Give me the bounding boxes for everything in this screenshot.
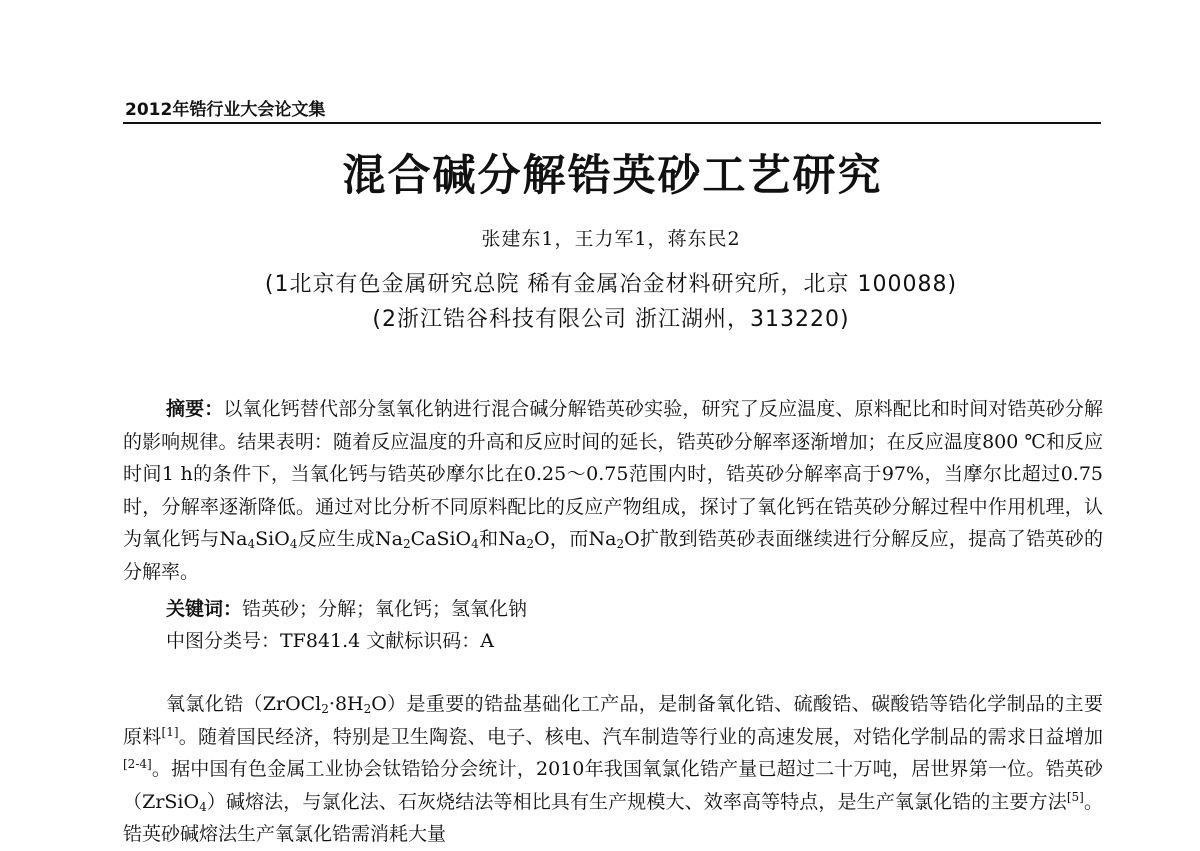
paper-title: 混合碱分解锆英砂工艺研究 — [342, 151, 883, 201]
classification-line: 中图分类号：TF841.4 文献标识码：A — [166, 630, 495, 652]
intro-text: 。据中国有色金属工业协会钛锆铪分会统计，2010年我国氧氯化锆产量已超过二十万吨，居世界第一位。锆英砂（ZrSiO — [123, 758, 1103, 813]
abstract-text: SiO — [255, 528, 290, 550]
subscript: 4 — [199, 799, 207, 814]
subscript: 4 — [289, 537, 298, 551]
citation-ref: [2-4] — [123, 757, 152, 771]
keywords — [166, 594, 527, 621]
abstract-text: 和Na — [478, 528, 527, 550]
subscript: 4 — [471, 537, 479, 551]
affiliation-1: (1北京有色金属研究总院 稀有金属冶金材料研究所，北京 100088) — [264, 272, 958, 297]
intro-text: O）是重要的锆盐基础化工产品，是制备氧化锆、硫酸锆、碳酸锆等锆化学制品的主要原料 — [123, 693, 1103, 748]
abstract — [123, 393, 1103, 588]
abstract-label: 摘要： — [166, 398, 224, 420]
subscript: 2 — [616, 537, 625, 551]
keywords-label: 关键词： — [166, 598, 243, 620]
intro-text: 。随着国民经济，特别是卫生陶瓷、电子、核电、汽车制造等行业的高速发展，对锆化学制品的需求日益增加 — [178, 725, 1103, 748]
header-rule — [123, 122, 1101, 124]
subscript: 4 — [247, 537, 256, 551]
keywords-text: 锆英砂；分解；氧化钙；氢氧化钠 — [242, 598, 528, 620]
running-header: 2012年锆行业大会论文集 — [125, 100, 326, 120]
abstract-text: 反应生成Na — [297, 528, 403, 550]
citation-ref: [1] — [161, 724, 179, 739]
affiliation-2: (2浙江锆谷科技有限公司 浙江湖州，313220) — [372, 307, 850, 332]
citation-ref: [5] — [1066, 789, 1084, 804]
abstract-text: 以氧化钙替代部分氢氧化钠进行混合碱分解锆英砂实验，研究了反应温度、原料配比和时间对锆英砂分解的影响规律。结果表明：随着反应温度的升高和反应时间的延长，锆英砂分解率逐渐增加；在反应温度800 ℃和反应时间1 h的条件下，当氧化钙与锆英砂摩尔比在0.25～0.75范围内时，锆英砂分解率高于97%，当摩尔比超过0.75时，分解率逐渐降低。通过对比分析不同原料配比的反应产物组成，探讨了氧化钙在锆英砂分解过程中作用机理，认为氧化钙与Na — [123, 398, 1103, 550]
subscript: 2 — [402, 537, 411, 551]
abstract-paragraph — [123, 393, 1103, 588]
abstract-text: O，而Na — [534, 528, 617, 550]
intro-text: 。锆英砂碱熔法生产氧氯化锆需消耗大量 — [123, 790, 1103, 845]
author-list: 张建东1，王力军1，蒋东民2 — [481, 228, 741, 250]
abstract-text: CaSiO — [410, 528, 472, 550]
introduction — [123, 688, 1103, 851]
intro-text: ·8H — [328, 693, 364, 715]
intro-paragraph — [123, 688, 1103, 851]
intro-text: ）碱熔法，与氯化法、石灰烧结法等相比具有生产规模大、效率高等特点，是生产氧氯化锆的主要方法 — [206, 790, 1067, 813]
abstract-text: O扩散到锆英砂表面继续进行分解反应，提高了锆英砂的分解率。 — [123, 528, 1104, 583]
subscript: 2 — [321, 702, 329, 716]
subscript: 2 — [526, 537, 534, 551]
subscript: 2 — [363, 702, 372, 716]
intro-text: 氧氯化锆（ZrOCl — [166, 693, 322, 715]
